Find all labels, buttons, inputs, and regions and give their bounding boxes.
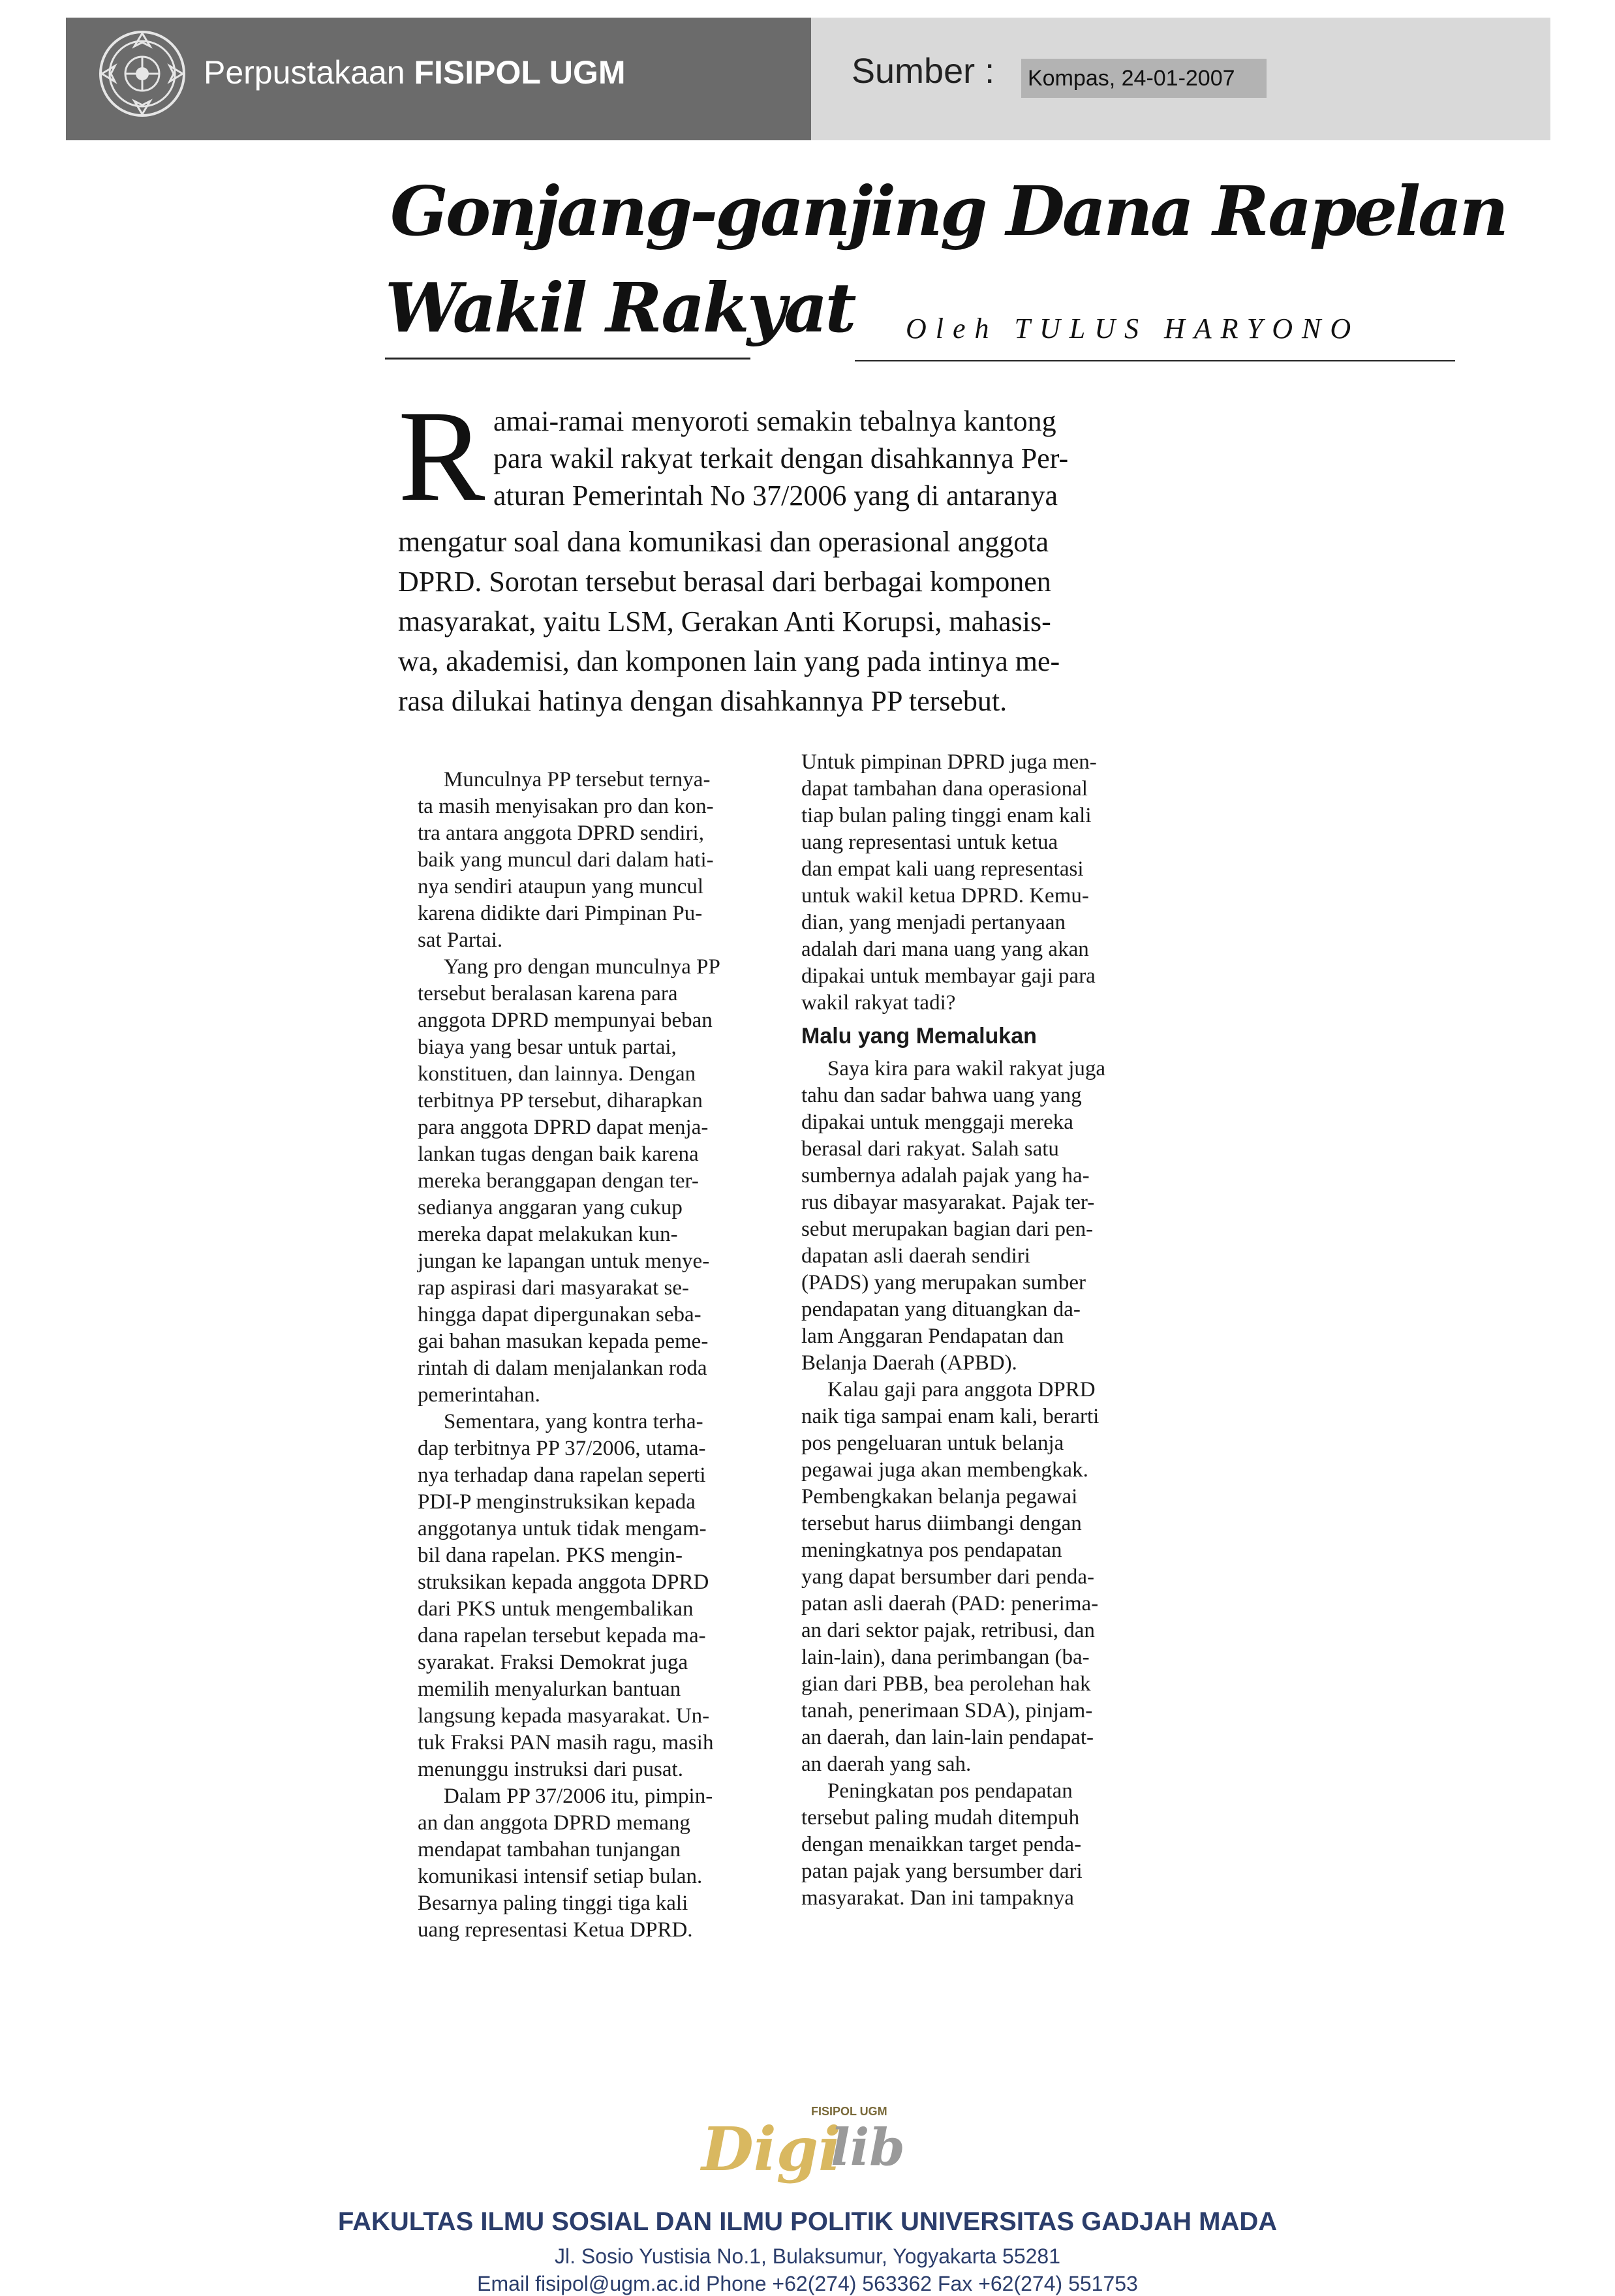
text-line: PDI-P menginstruksikan kepada xyxy=(418,1490,696,1514)
text-line: Peningkatan pos pendapatan xyxy=(827,1779,1073,1803)
footer-contact: Email fisipol@ugm.ac.id Phone +62(274) 563362 Fax +62(274) 551753 xyxy=(477,2272,1138,2295)
footer-institution: FAKULTAS ILMU SOSIAL DAN ILMU POLITIK UNIVERSITAS GADJAH MADA xyxy=(337,2207,1278,2236)
text-line: baik yang muncul dari dalam hati- xyxy=(418,848,714,872)
text-line: karena didikte dari Pimpinan Pu- xyxy=(418,902,703,925)
text-line: Munculnya PP tersebut ternya- xyxy=(444,768,711,791)
text-line: pos pengeluaran untuk belanja xyxy=(801,1431,1064,1455)
text-line: (PADS) yang merupakan sumber xyxy=(801,1271,1086,1294)
text-line: rap aspirasi dari masyarakat se- xyxy=(418,1276,689,1300)
text-line: naik tiga sampai enam kali, berarti xyxy=(801,1405,1100,1428)
text-line: patan asli daerah (PAD: penerima- xyxy=(801,1592,1099,1615)
text-line: wakil rakyat tadi? xyxy=(801,991,956,1015)
text-line: Pembengkakan belanja pegawai xyxy=(801,1485,1078,1508)
text-line: lain-lain), dana perimbangan (ba- xyxy=(801,1645,1090,1669)
text-line: rintah di dalam menjalankan roda xyxy=(418,1356,707,1380)
text-line: tanah, penerimaan SDA), pinjam- xyxy=(801,1699,1093,1722)
text-line: meningkatnya pos pendapatan xyxy=(801,1538,1062,1562)
subheading: Malu yang Memalukan xyxy=(801,1024,1037,1049)
library-prefix: Perpustakaan xyxy=(204,54,405,91)
text-line: sebut merupakan bagian dari pen- xyxy=(801,1217,1094,1241)
text-line: pegawai juga akan membengkak. xyxy=(801,1458,1088,1482)
text-line: anggota DPRD mempunyai beban xyxy=(418,1009,713,1032)
text-line: dap terbitnya PP 37/2006, utama- xyxy=(418,1437,706,1460)
text-line: biaya yang besar untuk partai, xyxy=(418,1035,677,1059)
text-line: tiap bulan paling tinggi enam kali xyxy=(801,804,1092,827)
text-line: lam Anggaran Pendapatan dan xyxy=(801,1324,1064,1348)
logo-word-a: Digi xyxy=(701,2114,842,2184)
text-line: masyarakat. Dan ini tampaknya xyxy=(801,1886,1074,1910)
text-line: dan empat kali uang representasi xyxy=(801,857,1084,881)
text-line: nya terhadap dana rapelan seperti xyxy=(418,1463,706,1487)
text-line: nya sendiri ataupun yang muncul xyxy=(418,875,704,898)
text-line: anggotanya untuk tidak mengam- xyxy=(418,1517,707,1540)
text-line: an daerah yang sah. xyxy=(801,1753,972,1776)
logo-word-b: lib xyxy=(831,2118,905,2177)
lead-line: DPRD. Sorotan tersebut berasal dari berbagai komponen xyxy=(398,566,1051,598)
lead-line: masyarakat, yaitu LSM, Gerakan Anti Korupsi, mahasis- xyxy=(398,605,1051,637)
text-line: pemerintahan. xyxy=(418,1383,540,1407)
lead-line: wa, akademisi, dan komponen lain yang pada intinya me- xyxy=(398,645,1060,677)
text-line: Belanja Daerah (APBD). xyxy=(801,1351,1017,1375)
footer-address: Jl. Sosio Yustisia No.1, Bulaksumur, Yogyakarta 55281 xyxy=(555,2244,1060,2268)
text-line: mendapat tambahan tunjangan xyxy=(418,1838,681,1861)
text-line: Untuk pimpinan DPRD juga men- xyxy=(801,750,1097,774)
text-line: langsung kepada masyarakat. Un- xyxy=(418,1704,710,1728)
text-line: rus dibayar masyarakat. Pajak ter- xyxy=(801,1191,1095,1214)
text-line: terbitnya PP tersebut, diharapkan xyxy=(418,1089,703,1112)
text-line: hingga dapat dipergunakan seba- xyxy=(418,1303,701,1326)
article-title-line2: Wakil Rakyat xyxy=(385,268,854,348)
text-line: dapat tambahan dana operasional xyxy=(801,777,1088,801)
text-line: dana rapelan tersebut kepada ma- xyxy=(418,1624,706,1647)
source-value: Kompas, 24-01-2007 xyxy=(1021,59,1267,98)
text-line: an dari sektor pajak, retribusi, dan xyxy=(801,1619,1095,1642)
text-line: sedianya anggaran yang cukup xyxy=(418,1196,683,1219)
text-line: struksikan kepada anggota DPRD xyxy=(418,1570,709,1594)
text-line: komunikasi intensif setiap bulan. xyxy=(418,1865,703,1888)
text-line: syarakat. Fraksi Demokrat juga xyxy=(418,1651,688,1674)
column-right-top xyxy=(801,749,1105,1017)
text-line: Yang pro dengan munculnya PP xyxy=(444,955,720,979)
text-line: sat Partai. xyxy=(418,928,503,952)
text-line: Dalam PP 37/2006 itu, pimpin- xyxy=(444,1784,713,1808)
text-line: pendapatan yang dituangkan da- xyxy=(801,1298,1081,1321)
byline: Oleh TULUS HARYONO xyxy=(906,313,1361,344)
text-line: sumbernya adalah pajak yang ha- xyxy=(801,1164,1090,1187)
drop-cap: R xyxy=(398,384,485,528)
lead-line: rasa dilukai hatinya dengan disahkannya PP tersebut. xyxy=(398,685,1007,717)
text-line: jungan ke lapangan untuk menye- xyxy=(418,1249,710,1273)
text-line: memilih menyalurkan bantuan xyxy=(418,1677,681,1701)
text-line: patan pajak yang bersumber dari xyxy=(801,1860,1083,1883)
text-line: Saya kira para wakil rakyat juga xyxy=(827,1057,1106,1080)
text-line: uang representasi untuk ketua xyxy=(801,831,1058,854)
text-line: dari PKS untuk mengembalikan xyxy=(418,1597,694,1621)
text-line: dipakai untuk membayar gaji para xyxy=(801,964,1096,988)
text-line: menunggu instruksi dari pusat. xyxy=(418,1758,683,1781)
text-line: an dan anggota DPRD memang xyxy=(418,1811,690,1835)
text-line: Besarnya paling tinggi tiga kali xyxy=(418,1891,688,1915)
lead-line: para wakil rakyat terkait dengan disahkannya Per- xyxy=(493,442,1069,474)
digilib-logo xyxy=(688,2100,930,2184)
text-line: uang representasi Ketua DPRD. xyxy=(418,1918,693,1942)
text-line: dipakai untuk menggaji mereka xyxy=(801,1110,1073,1134)
title-rule-right xyxy=(855,360,1455,361)
text-line: untuk wakil ketua DPRD. Kemu- xyxy=(801,884,1089,908)
source-label: Sumber : xyxy=(852,52,995,91)
text-line: berasal dari rakyat. Salah satu xyxy=(801,1137,1059,1161)
text-line: dian, yang menjadi pertanyaan xyxy=(801,911,1066,934)
text-line: tersebut paling mudah ditempuh xyxy=(801,1806,1080,1829)
column-left xyxy=(418,767,720,1944)
text-line: mereka beranggapan dengan ter- xyxy=(418,1169,699,1193)
column-right xyxy=(801,749,1105,1912)
text-line: konstituen, dan lainnya. Dengan xyxy=(418,1062,696,1086)
text-line: lankan tugas dengan baik karena xyxy=(418,1142,699,1166)
text-line: tersebut beralasan karena para xyxy=(418,982,678,1005)
text-line: an daerah, dan lain-lain pendapat- xyxy=(801,1726,1094,1749)
lead-line: mengatur soal dana komunikasi dan operasional anggota xyxy=(398,526,1049,558)
text-line: para anggota DPRD dapat menja- xyxy=(418,1116,709,1139)
text-line: ta masih menyisakan pro dan kon- xyxy=(418,795,714,818)
text-line: dengan menaikkan target penda- xyxy=(801,1833,1082,1856)
text-line: adalah dari mana uang yang akan xyxy=(801,938,1089,961)
text-line: yang dapat bersumber dari penda- xyxy=(801,1565,1094,1589)
text-line: tuk Fraksi PAN masih ragu, masih xyxy=(418,1731,714,1754)
ugm-seal-icon xyxy=(97,28,188,119)
library-name xyxy=(204,54,626,91)
lead-line: amai-ramai menyoroti semakin tebalnya kantong xyxy=(493,405,1056,437)
text-line: mereka dapat melakukan kun- xyxy=(418,1223,678,1246)
text-line: dapatan asli daerah sendiri xyxy=(801,1244,1030,1268)
text-line: tersebut harus diimbangi dengan xyxy=(801,1512,1082,1535)
text-line: Kalau gaji para anggota DPRD xyxy=(827,1378,1096,1401)
text-line: Sementara, yang kontra terha- xyxy=(444,1410,703,1433)
logo-top-text: FISIPOL UGM xyxy=(811,2105,887,2118)
column-right-bottom xyxy=(801,1056,1105,1912)
text-line: tahu dan sadar bahwa uang yang xyxy=(801,1084,1082,1107)
text-line: gai bahan masukan kepada peme- xyxy=(418,1330,709,1353)
text-line: bil dana rapelan. PKS mengin- xyxy=(418,1544,683,1567)
lead-line: aturan Pemerintah No 37/2006 yang di antaranya xyxy=(493,480,1058,512)
text-line: tra antara anggota DPRD sendiri, xyxy=(418,821,704,845)
library-name-bold: FISIPOL UGM xyxy=(414,54,626,91)
title-rule-left xyxy=(385,358,750,360)
article-title-line1: Gonjang-ganjing Dana Rapelan xyxy=(390,171,1507,251)
text-line: gian dari PBB, bea perolehan hak xyxy=(801,1672,1091,1696)
